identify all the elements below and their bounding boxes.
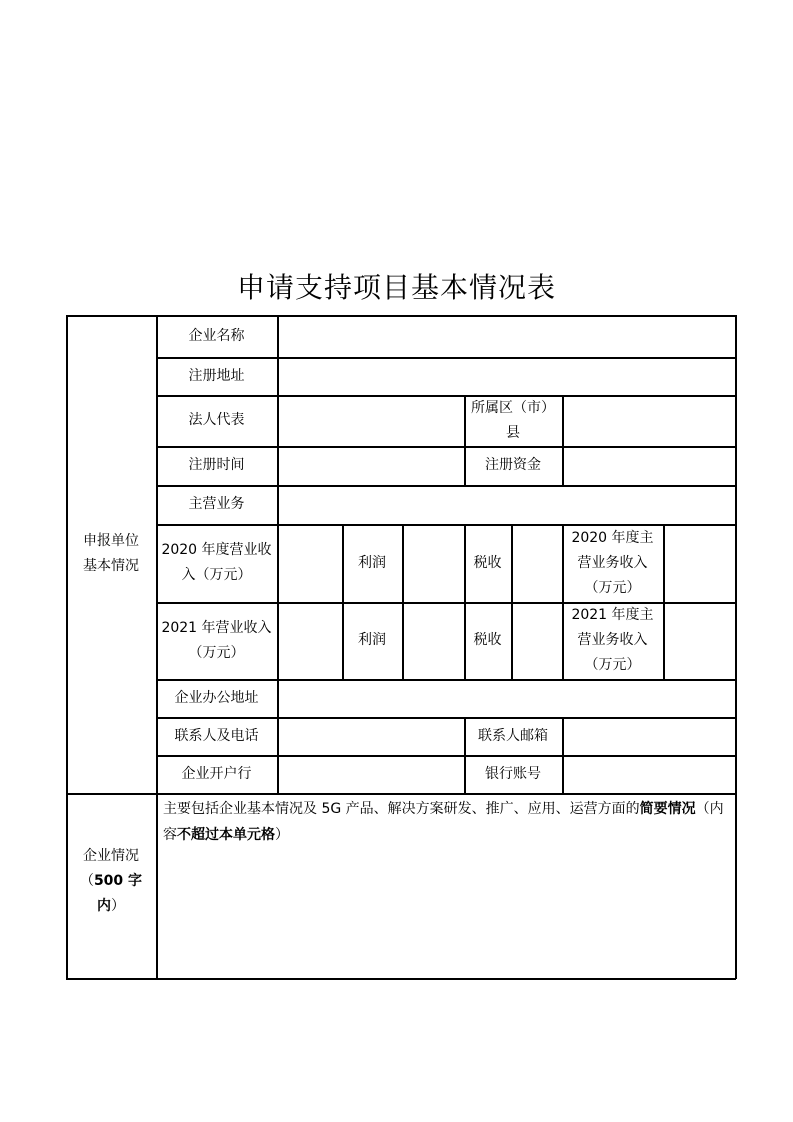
label-bank: 企业开户行: [181, 765, 252, 782]
field-registered-capital[interactable]: [563, 447, 735, 485]
instruction-text: （内容: [163, 801, 724, 843]
field-bank-account[interactable]: [563, 756, 735, 793]
label-district-line: 所属区（市）: [471, 399, 555, 416]
label-contact-email: 联系人邮箱: [478, 727, 548, 744]
section-label-line: 申报单位: [83, 533, 139, 549]
field-legal-representative[interactable]: [278, 396, 464, 446]
field-revenue-2021[interactable]: [278, 603, 342, 679]
field-main-business[interactable]: [278, 486, 735, 524]
instruction-text: ）: [275, 827, 289, 843]
section-label-applicant-info: [66, 315, 156, 793]
label-revenue-2021: [156, 602, 277, 679]
section-label-line: 企业情况: [83, 847, 139, 864]
field-bank[interactable]: [278, 756, 464, 793]
company-overview-instructions: [163, 796, 731, 848]
label-line: （万元）: [188, 644, 245, 661]
label-revenue-2020: [156, 524, 277, 602]
label-line: 入（万元）: [181, 567, 252, 583]
word-limit: 500 字内: [93, 872, 143, 914]
paren-close: ）: [111, 897, 125, 914]
field-contact-phone[interactable]: [278, 718, 464, 755]
label-legal-representative: 法人代表: [188, 412, 245, 428]
field-registered-address[interactable]: [278, 358, 735, 395]
field-company-name[interactable]: [278, 316, 735, 357]
field-registration-time[interactable]: [278, 447, 464, 485]
label-line: 2021 年度主: [571, 607, 654, 623]
label-contact-phone: 联系人及电话: [174, 727, 259, 744]
paren-open: （: [79, 872, 94, 889]
page-title: 申请支持项目基本情况表: [236, 271, 556, 304]
label-profit-2020: 利润: [358, 554, 386, 571]
field-main-revenue-2021[interactable]: [664, 603, 735, 679]
section-label-line: [66, 869, 156, 919]
label-main-business: 主营业务: [188, 496, 245, 512]
label-line: 营业务收入: [577, 554, 648, 571]
field-office-address[interactable]: [278, 680, 735, 717]
field-district[interactable]: [563, 396, 735, 446]
label-line: 营业务收入: [577, 632, 648, 648]
label-registered-capital: 注册资金: [485, 457, 541, 473]
label-office-address: 企业办公地址: [174, 689, 259, 706]
field-main-revenue-2020[interactable]: [664, 525, 735, 602]
label-district-line: 县: [506, 424, 520, 441]
label-registration-time: 注册时间: [188, 457, 245, 473]
instruction-bold: 不超过本单元格: [177, 827, 275, 843]
label-bank-account: 银行账号: [485, 765, 541, 782]
label-line: （万元）: [584, 657, 641, 673]
section-label-line: 基本情况: [83, 558, 139, 574]
table-border-bottom: [66, 978, 736, 980]
label-tax-2021: 税收: [473, 632, 502, 648]
label-line: 2021 年营业收入: [161, 619, 272, 636]
field-tax-2021[interactable]: [512, 603, 562, 679]
section-label-company-overview: [66, 793, 156, 979]
label-company-name: 企业名称: [188, 327, 245, 344]
field-contact-email[interactable]: [563, 718, 735, 755]
instruction-bold: 简要情况: [639, 801, 696, 817]
field-tax-2020[interactable]: [512, 525, 562, 602]
label-main-revenue-2021: [562, 602, 663, 679]
label-profit-2021: 利润: [358, 632, 386, 648]
field-profit-2020[interactable]: [403, 525, 464, 602]
instruction-text: 主要包括企业基本情况及 5G 产品、解决方案研发、推广、应用、运营方面的: [163, 801, 640, 817]
field-revenue-2020[interactable]: [278, 525, 342, 602]
table-border-right: [735, 315, 737, 979]
label-registered-address: 注册地址: [188, 367, 245, 384]
label-line: （万元）: [584, 579, 641, 596]
label-line: 2020 年度主: [571, 529, 654, 546]
label-line: 2020 年度营业收: [161, 542, 272, 558]
label-tax-2020: 税收: [473, 554, 502, 571]
label-main-revenue-2020: [562, 524, 663, 602]
field-profit-2021[interactable]: [403, 603, 464, 679]
label-district: [464, 395, 562, 446]
